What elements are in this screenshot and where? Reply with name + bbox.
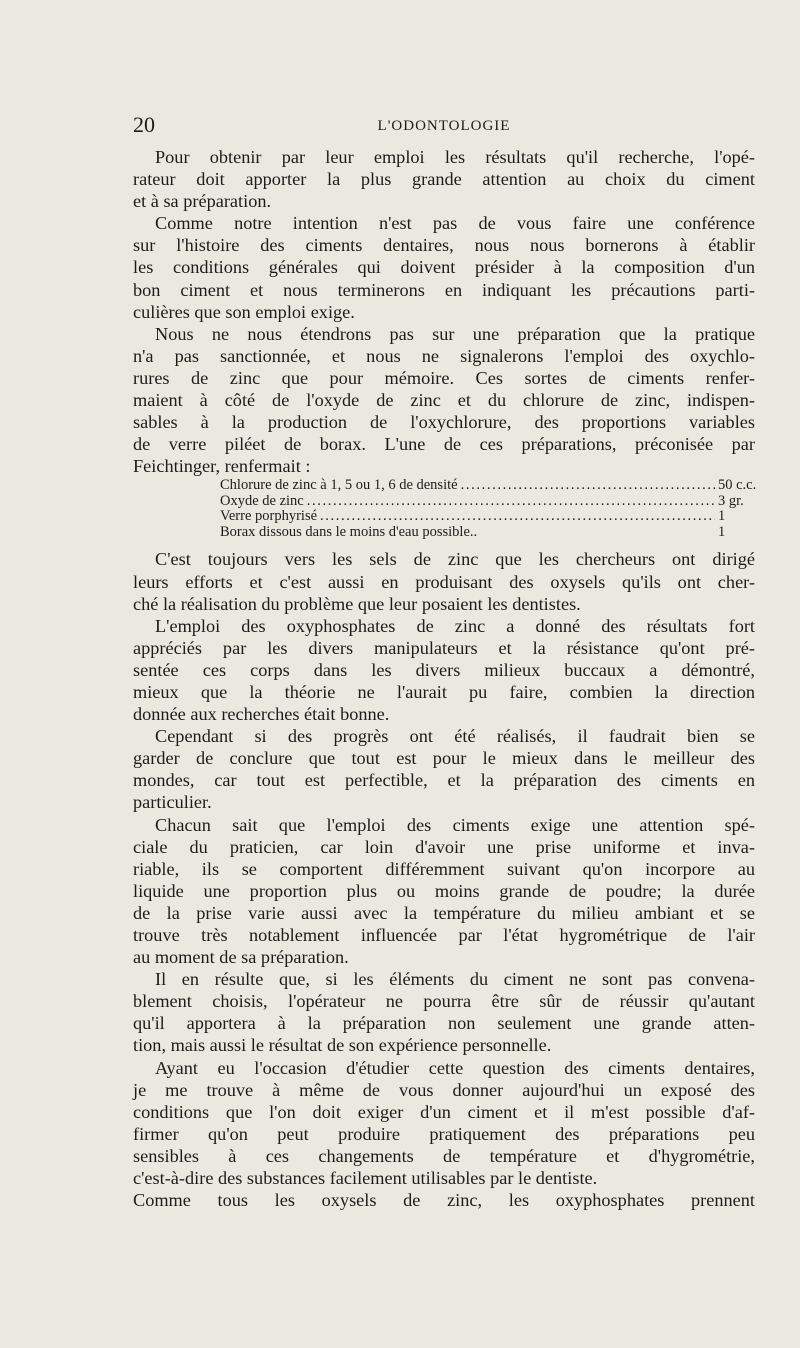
recipe-row: [220, 525, 760, 541]
text-line: de verre piléet de borax. L'une de ces préparations, préconisée par: [133, 434, 755, 455]
paragraph: [133, 212, 755, 322]
text-line: rateur doit apporter la plus grande attention au choix du ciment: [133, 169, 755, 190]
recipe-ingredient: Borax dissous dans le moins d'eau possible..: [220, 523, 478, 540]
text-line: je me trouve à même de vous donner aujourd'hui un exposé des: [133, 1079, 755, 1100]
text-line: sur l'histoire des ciments dentaires, nous nous bornerons à établir: [133, 235, 755, 256]
recipe-table: [220, 478, 760, 540]
text-line: garder de conclure que tout est pour le mieux dans le meilleur des: [133, 748, 755, 769]
paragraph: [133, 615, 755, 725]
text-line: sables à la production de l'oxychlorure, des proportions variables: [133, 412, 755, 433]
recipe-ingredient: Chlorure de zinc à 1, 5 ou 1, 6 de densité: [220, 477, 458, 494]
text-line: mondes, car tout est perfectible, et la préparation des ciments en: [133, 770, 755, 791]
text-line: L'emploi des oxyphosphates de zinc a donné des résultats fort: [155, 615, 755, 636]
paragraph: [133, 968, 755, 1056]
text-line: Chacun sait que l'emploi des ciments exige une attention spé-: [155, 814, 755, 835]
text-line: firmer qu'on peut produire pratiquement des préparations peu: [133, 1123, 755, 1144]
paragraph: [133, 814, 755, 969]
paragraph: [133, 323, 755, 478]
text-line: leurs efforts et c'est aussi en produisant des oxysels qu'ils ont cher-: [133, 571, 755, 592]
text-line: conditions que l'on doit exiger d'un ciment et il m'est possible d'af-: [133, 1101, 755, 1122]
text-line: Il en résulte que, si les éléments du ciment ne sont pas convena-: [155, 969, 755, 990]
text-line: ché la réalisation du problème que leur posaient les dentistes.: [133, 593, 581, 614]
text-line: culières que son emploi exige.: [133, 301, 355, 322]
text-line: n'a pas sanctionnée, et nous ne signalerons l'emploi des oxychlo-: [133, 345, 755, 366]
text-line: Comme tous les oxysels de zinc, les oxyphosphates prennent: [133, 1190, 755, 1211]
text-line: rures de zinc que pour mémoire. Ces sortes de ciments renfer-: [133, 367, 755, 388]
text-line: Feichtinger, renfermait :: [133, 456, 311, 477]
text-line: Nous ne nous étendrons pas sur une préparation que la pratique: [155, 323, 755, 344]
text-line: mieux que la théorie ne l'aurait pu faire, combien la direction: [133, 681, 755, 702]
text-line: maient à côté de l'oxyde de zinc et du chlorure de zinc, indispen-: [133, 390, 755, 411]
text-line: et à sa préparation.: [133, 191, 272, 212]
recipe-ingredient: Oxyde de zinc: [220, 492, 304, 509]
recipe-quantity: 1: [718, 508, 726, 525]
recipe-ingredient: Verre porphyrisé: [220, 508, 318, 525]
text-line: particulier.: [133, 792, 212, 813]
text-line: qu'il apportera à la préparation non seulement une grande atten-: [133, 1013, 755, 1034]
page-number: 20: [133, 112, 155, 137]
text-line: ciale du praticien, car loin d'avoir une prise uniforme et inva-: [133, 836, 755, 857]
text-line: Cependant si des progrès ont été réalisés, il faudrait bien se: [155, 726, 755, 747]
paragraph: [133, 548, 755, 614]
text-line: les conditions générales qui doivent présider à la composition d'un: [133, 257, 755, 278]
text-line: blement choisis, l'opérateur ne pourra être sûr de réussir qu'autant: [133, 991, 755, 1012]
recipe-row: [220, 478, 760, 494]
dot-leader: [320, 509, 715, 525]
text-line: appréciés par les divers manipulateurs et la résistance qu'ont pré-: [133, 637, 755, 658]
text-line: sensibles à ces changements de température et d'hygrométrie,: [133, 1145, 755, 1166]
paragraph: [133, 146, 755, 212]
recipe-row: [220, 494, 760, 510]
paragraph: [133, 1189, 755, 1211]
text-line: sentée ces corps dans les divers milieux buccaux a démontré,: [133, 659, 755, 680]
recipe-quantity: 50 c.c.: [718, 477, 757, 494]
text-line: bon ciment et nous terminerons en indiquant les précautions parti-: [133, 279, 755, 300]
text-line: au moment de sa préparation.: [133, 947, 349, 968]
text-line: c'est-à-dire des substances facilement utilisables par le dentiste.: [133, 1168, 598, 1189]
text-line: riable, ils se comportent différemment suivant qu'on incorpore au: [133, 858, 755, 879]
recipe-quantity: 1: [718, 523, 726, 540]
text-line: trouve très notablement influencée par l'état hygrométrique de l'air: [133, 925, 755, 945]
body-text: [133, 146, 755, 1211]
dot-leader: [461, 478, 715, 494]
page-header: [133, 112, 755, 140]
text-line: liquide une proportion plus ou moins grande de poudre; la durée: [133, 880, 755, 901]
text-line: Pour obtenir par leur emploi les résultats qu'il recherche, l'opé-: [155, 147, 755, 167]
text-line: donnée aux recherches était bonne.: [133, 704, 390, 725]
text-line: Ayant eu l'occasion d'étudier cette question des ciments dentaires,: [155, 1057, 755, 1078]
text-line: tion, mais aussi le résultat de son expérience personnelle.: [133, 1035, 552, 1056]
dot-leader: [307, 494, 715, 510]
text-line: Comme notre intention n'est pas de vous faire une conférence: [155, 213, 755, 234]
running-title: L'ODONTOLOGIE: [377, 118, 511, 134]
paragraph: [133, 725, 755, 813]
text-line: C'est toujours vers les sels de zinc que les chercheurs ont dirigé: [155, 549, 755, 570]
recipe-row: [220, 509, 760, 525]
text-line: de la prise varie aussi avec la température du milieu ambiant et se: [133, 902, 755, 923]
paragraph: [133, 1057, 755, 1190]
recipe-quantity: 3 gr.: [718, 492, 744, 509]
